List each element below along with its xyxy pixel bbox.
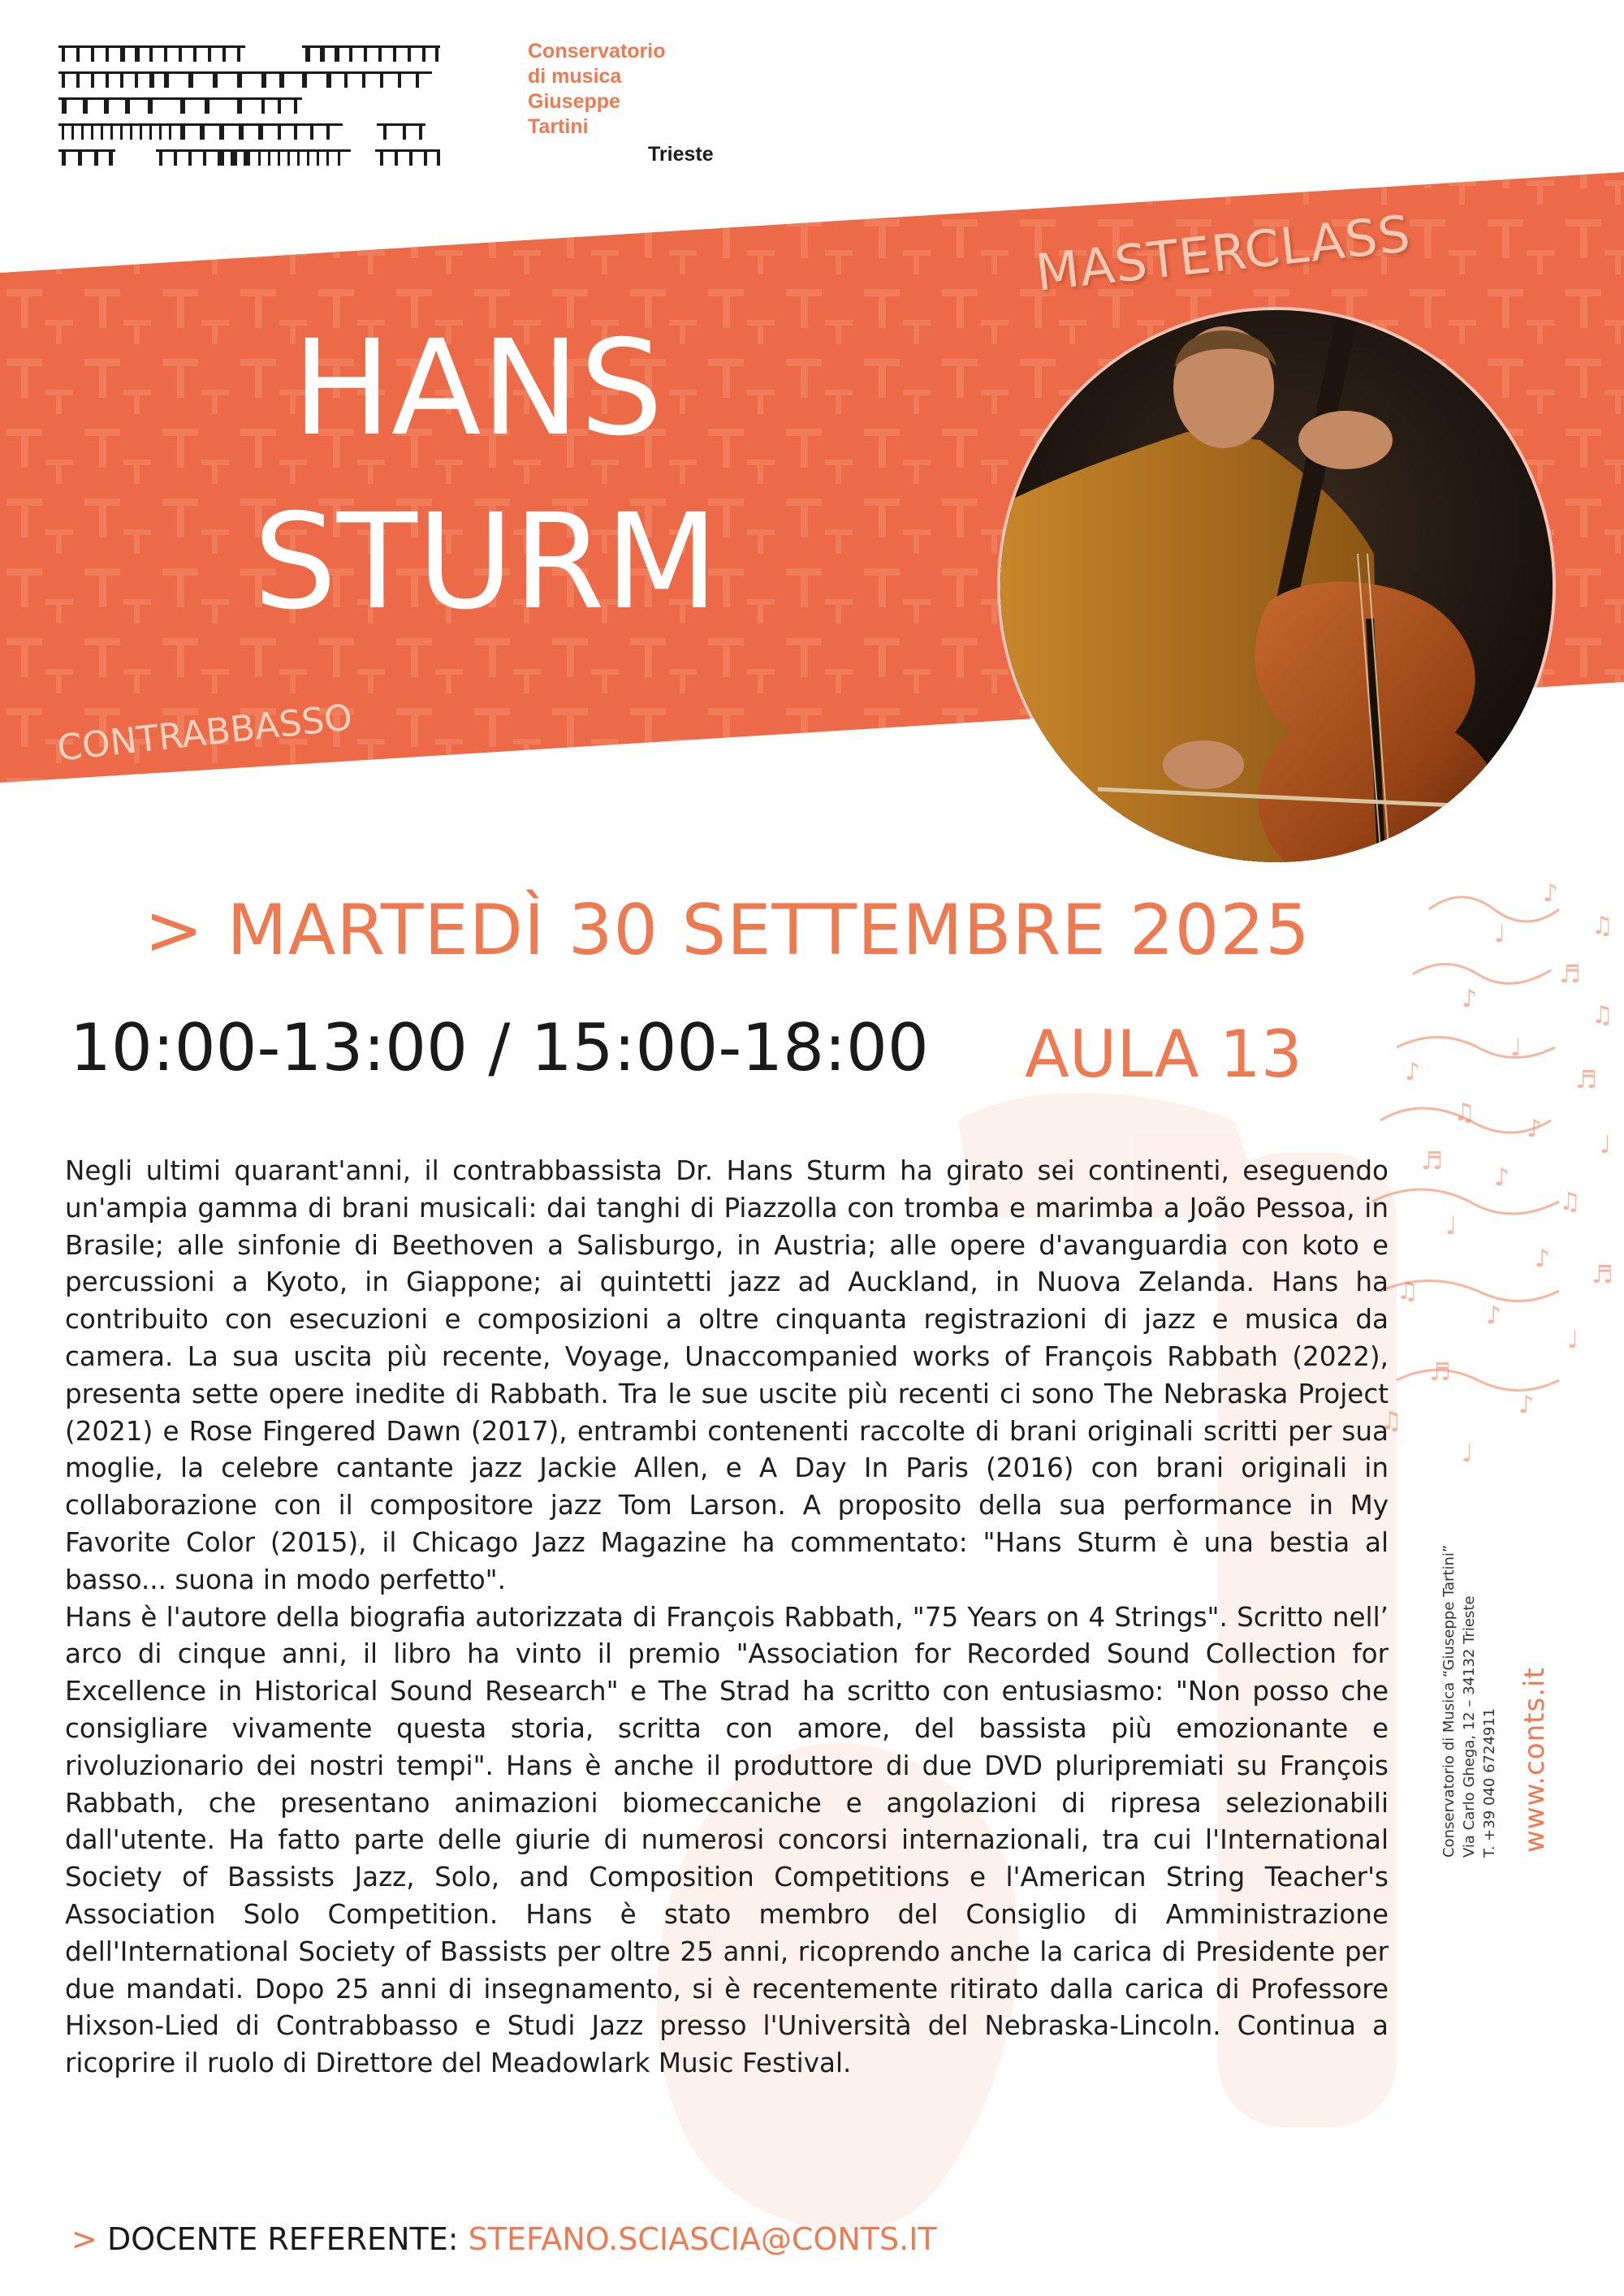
event-room: AULA 13 — [1025, 1016, 1302, 1092]
svg-text:♩: ♩ — [1445, 1212, 1458, 1241]
svg-text:♫: ♫ — [1380, 1407, 1402, 1435]
svg-text:♬: ♬ — [1575, 1066, 1597, 1094]
logo-line: Giuseppe — [528, 90, 620, 113]
svg-text:♩: ♩ — [1510, 1034, 1522, 1062]
contact-email-link[interactable]: STEFANO.SCIASCIA@CONTS.IT — [468, 2221, 937, 2257]
svg-text:♫: ♫ — [1453, 1098, 1475, 1127]
svg-text:♩: ♩ — [1567, 1326, 1579, 1354]
svg-text:♪: ♪ — [1518, 1391, 1535, 1419]
svg-text:♬: ♬ — [1421, 1147, 1443, 1176]
address-line: Via Carlo Ghega, 12 – 34132 Trieste — [1461, 1595, 1478, 1858]
svg-text:♬: ♬ — [1592, 1261, 1613, 1289]
svg-text:♪: ♪ — [1535, 1245, 1551, 1273]
artist-biography — [65, 1153, 1389, 2082]
logo-city: Trieste — [648, 143, 714, 166]
svg-text:♩: ♩ — [1600, 1131, 1612, 1159]
logo-line: di musica — [528, 65, 622, 88]
svg-text:♪: ♪ — [1527, 1115, 1543, 1143]
bio-paragraph: Negli ultimi quarant'anni, il contrabbassista Dr. Hans Sturm ha girato sei continenti, eseguendo un'ampia gamma di brani musicali: dai tanghi di Piazzolla con tromba e marimba a João Pessoa, in Brasile; alle sinfonie di Beethoven a Salisburgo, in Austria; alle opere d'avanguardia con koto e percussioni a Kyoto, in Giappone; ai quintetti jazz ad Auckland, in Nuova Zelanda. Hans ha contribuito con esecuzioni e composizioni a oltre cinquanta registrazioni di jazz e musica da camera. La sua uscita più recente, Voyage, Unaccompanied works of François Rabbath (2022), presenta sette opere inedite di Rabbath. Tra le sue uscite più recenti ci sono The Nebraska Project (2021) e Rose Fingered Dawn (2017), entrambi contenenti raccolte di brani originali scritti per sua moglie, la celebre cantante jazz Jackie Allen, e A Day In Paris (2016) con brani originali in collaborazione con il compositore jazz Tom Larson. A proposito della sua performance in My Favorite Color (2015), il Chicago Jazz Magazine ha commentato: "Hans Sturm è una bestia al basso... suona in modo perfetto". — [65, 1155, 1389, 1595]
svg-text:♩: ♩ — [1494, 920, 1506, 948]
svg-text:♪: ♪ — [1405, 1058, 1421, 1086]
address-line: T. +39 040 6724911 — [1481, 1707, 1498, 1858]
svg-text:♪: ♪ — [1494, 1163, 1510, 1192]
artist-last-name: STURM — [253, 486, 719, 639]
footer-arrow: > — [71, 2221, 97, 2257]
footer-label: DOCENTE REFERENTE: — [106, 2221, 459, 2257]
artist-first-name: HANS — [292, 313, 663, 465]
svg-text:♪: ♪ — [1543, 879, 1559, 908]
event-time: 10:00-13:00 / 15:00-18:00 — [70, 1010, 929, 1085]
svg-text:♫: ♫ — [1592, 1001, 1613, 1029]
svg-text:♬: ♬ — [1429, 1358, 1451, 1387]
bio-paragraph: Hans è l'autore della biografia autorizzata di François Rabbath, "75 Years on 4 Strings". Scritto nell’ arco di cinque anni, il libro ha vinto il premio "Association for Recorded Sound Collection for Excellence in Historical Sound Research" e The Strad ha scritto con entusiasmo: "Non posso che consigliare vivamente questa storia, scritta con amore, del bassista più emozionante e rivoluzionario dei nostri tempi". Hans è anche il produttore di due DVD pluripremiati su François Rabbath, che presentano animazioni biomeccaniche e angolazioni di ripresa selezionabili dall'utente. Ha fatto parte delle giurie di numerosi concorsi internazionali, tra cui l'International Society of Bassists Jazz, Solo, and Composition Competitions e l'American String Teacher's Association Solo Competition. Hans è stato membro del Consiglio di Amministrazione dell'International Society of Bassists per oltre 25 anni, ricoprendo anche la carica di Presidente per due mandati. Dopo 25 anni di insegnamento, si è recentemente ritirato dalla carica di Professore Hixson-Lied di Contrabbasso e Studi Jazz presso l'Università del Nebraska-Lincoln. Continua a ricoprire il ruolo di Direttore del Meadowlark Music Festival. — [65, 1601, 1389, 2079]
svg-text:♪: ♪ — [1462, 985, 1478, 1013]
logo-name — [528, 39, 788, 140]
logo-line: Tartini — [528, 115, 589, 138]
event-date: > MARTEDÌ 30 SETTEMBRE 2025 — [145, 890, 1311, 971]
conservatory-address — [1439, 1403, 1500, 1858]
double-bass-player-illustration — [1000, 310, 1553, 862]
svg-text:♫: ♫ — [1559, 1188, 1581, 1216]
artist-photo — [1000, 310, 1553, 862]
svg-text:♪: ♪ — [1486, 1301, 1502, 1330]
svg-text:♫: ♫ — [1397, 1277, 1419, 1306]
logo-t-pattern — [58, 42, 448, 172]
logo-line: Conservatorio — [528, 40, 666, 63]
instrument-label: CONTRABBASSO — [55, 697, 355, 770]
address-line: Conservatorio di Musica “Giuseppe Tartini” — [1440, 1544, 1458, 1858]
svg-text:♬: ♬ — [1559, 960, 1581, 989]
svg-text:♩: ♩ — [1462, 1439, 1474, 1468]
svg-text:♫: ♫ — [1592, 912, 1613, 940]
website-link[interactable]: www.conts.it — [1518, 1667, 1551, 1853]
masterclass-label: MASTERCLASS — [1033, 203, 1414, 303]
contact-footer — [71, 2221, 937, 2257]
